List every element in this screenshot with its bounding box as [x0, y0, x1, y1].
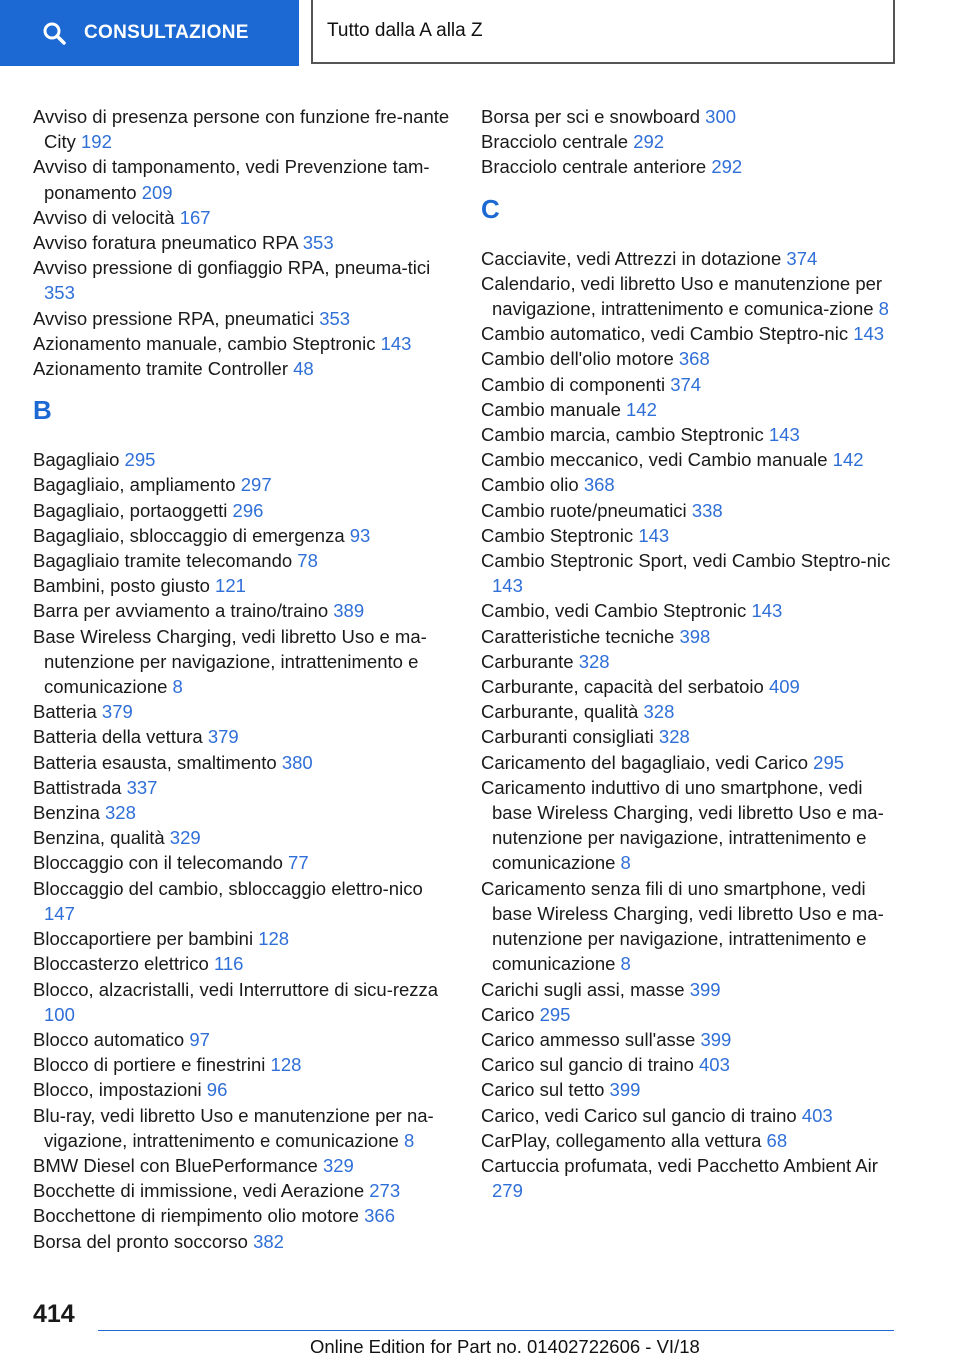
page-link[interactable]: 8	[620, 852, 631, 874]
page-link[interactable]: 398	[679, 625, 711, 647]
index-entry	[33, 1077, 453, 1102]
page-link[interactable]: 143	[751, 600, 783, 622]
page-link[interactable]: 8	[878, 298, 889, 320]
index-entry-text: Carburante, qualità	[481, 701, 639, 723]
index-entry-text: Cambio olio	[481, 474, 579, 496]
index-entry	[33, 598, 453, 623]
index-entry-text: Azionamento tramite Controller	[33, 358, 288, 380]
index-entry-text: Batteria della vettura	[33, 726, 203, 748]
index-entry-text: Bagagliaio, ampliamento	[33, 474, 236, 496]
header-tab-label: CONSULTAZIONE	[84, 22, 249, 43]
index-entry	[33, 800, 453, 825]
page-link[interactable]: 143	[638, 524, 670, 546]
index-entry	[481, 271, 901, 321]
page-link[interactable]: 292	[633, 131, 665, 153]
index-entry	[481, 154, 901, 179]
index-entry-text: Cambio di componenti	[481, 373, 666, 395]
index-entry-text: Bracciolo centrale	[481, 131, 629, 153]
index-entry-text: Caratteristiche tecniche	[481, 625, 675, 647]
index-entry-text: Blocco, impostazioni	[33, 1079, 202, 1101]
page-link[interactable]: 379	[101, 701, 133, 723]
page-link[interactable]: 368	[678, 348, 710, 370]
page-link[interactable]: 403	[801, 1104, 833, 1126]
index-entry-text: Avviso pressione di gonfiaggio RPA, pneuma-tici	[33, 257, 431, 279]
index-entry-text: Bagagliaio	[33, 449, 120, 471]
index-entry	[33, 1178, 453, 1203]
page-link[interactable]: 374	[786, 247, 818, 269]
index-entry-text: Bagagliaio, portaoggetti	[33, 499, 228, 521]
section-title	[311, 0, 895, 64]
index-entry-text: Azionamento manuale, cambio Steptronic	[33, 332, 376, 354]
index-entry-text: Blu-ray, vedi libretto Uso e manutenzione per na-vigazione, intrattenimento e comunicazione	[33, 1104, 434, 1151]
index-entry-text: Cambio marcia, cambio Steptronic	[481, 424, 764, 446]
page-link[interactable]: 143	[768, 424, 800, 446]
index-entry-text: Battistrada	[33, 776, 122, 798]
page-link[interactable]: 273	[369, 1180, 401, 1202]
index-entry	[33, 255, 453, 305]
index-entry	[481, 246, 901, 271]
index-entry	[481, 598, 901, 623]
index-entry	[33, 447, 453, 472]
index-entry	[33, 331, 453, 356]
index-entry	[33, 850, 453, 875]
index-entry	[33, 1153, 453, 1178]
page-link[interactable]: 353	[302, 232, 334, 254]
index-entry-text: Caricamento induttivo di uno smartphone, vedi base Wireless Charging, vedi libretto Uso e ma-nutenzione per navigazione, intrattenimento e comunicazione	[481, 776, 884, 874]
index-entry-text: Cacciavite, vedi Attrezzi in dotazione	[481, 247, 782, 269]
index-entry-text: Carico	[481, 1003, 535, 1025]
index-entry	[33, 951, 453, 976]
index-entry	[33, 548, 453, 573]
index-entry-text: Cambio dell'olio motore	[481, 348, 674, 370]
index-entry-text: Carico, vedi Carico sul gancio di traino	[481, 1104, 797, 1126]
page-link[interactable]: 328	[578, 650, 610, 672]
index-entry	[481, 321, 901, 346]
index-entry	[33, 825, 453, 850]
index-entry-text: Bloccasterzo elettrico	[33, 953, 209, 975]
page-link[interactable]: 379	[207, 726, 239, 748]
index-entry	[481, 1052, 901, 1077]
index-entry	[481, 624, 901, 649]
page-link[interactable]: 328	[105, 802, 136, 824]
page-link[interactable]: 167	[179, 206, 211, 228]
index-entry-text: Barra per avviamento a traino/traino	[33, 600, 329, 622]
page-link[interactable]: 8	[620, 953, 631, 975]
index-entry	[33, 205, 453, 230]
page-link[interactable]: 8	[172, 676, 183, 698]
index-entry-text: Avviso pressione RPA, pneumatici	[33, 307, 315, 329]
index-entry-text: Caricamento senza fili di uno smartphone, vedi base Wireless Charging, vedi libretto Uso e ma-nutenzione per navigazione, intrattenimento e comunicazione	[481, 877, 884, 975]
index-entry	[481, 876, 901, 977]
index-entry-text: Cambio automatico, vedi Cambio Steptro-nic	[481, 323, 849, 345]
index-entry	[481, 422, 901, 447]
page-link[interactable]: 279	[492, 1180, 523, 1202]
section-title-text: Tutto dalla A alla Z	[327, 20, 483, 41]
index-entry	[481, 724, 901, 749]
index-entry-text: Calendario, vedi libretto Uso e manutenzione per navigazione, intrattenimento e comunica-zione	[481, 272, 883, 320]
page-link[interactable]: 297	[240, 474, 272, 496]
index-entry	[481, 523, 901, 548]
page-link[interactable]: 374	[670, 373, 702, 395]
page-link[interactable]: 389	[333, 600, 365, 622]
index-entry-text: Blocco, alzacristalli, vedi Interruttore di sicu-rezza	[33, 978, 439, 1000]
index-letter-heading: B	[33, 395, 52, 426]
index-entry	[481, 104, 901, 129]
index-entry-text: Cambio manuale	[481, 398, 621, 420]
index-entry-text: Bocchettone di riempimento olio motore	[33, 1205, 359, 1227]
index-entry-text: Bloccaggio con il telecomando	[33, 852, 283, 874]
index-entry	[33, 154, 453, 204]
index-entry-text: Blocco di portiere e finestrini	[33, 1054, 266, 1076]
page-link[interactable]: 143	[853, 323, 885, 345]
index-entry-text: Bocchette di immissione, vedi Aerazione	[33, 1180, 365, 1202]
page-link[interactable]: 48	[293, 358, 314, 380]
page-link[interactable]: 128	[258, 928, 290, 950]
index-entry	[481, 548, 901, 598]
index-entry	[33, 306, 453, 331]
index-entry	[33, 472, 453, 497]
page-link[interactable]: 78	[297, 550, 318, 572]
index-entry-text: Cartuccia profumata, vedi Pacchetto Ambient Air	[481, 1154, 878, 1176]
page-link[interactable]: 77	[288, 852, 309, 874]
index-entry	[481, 977, 901, 1002]
index-entry-text: Borsa per sci e snowboard	[481, 106, 701, 127]
index-entry	[481, 1153, 901, 1203]
index-entry-text: Cambio, vedi Cambio Steptronic	[481, 600, 747, 622]
index-column-left	[33, 104, 453, 1254]
index-column-right	[481, 104, 901, 1203]
index-entry-text: Batteria esausta, smaltimento	[33, 751, 277, 773]
index-entry-text: Carburanti consigliati	[481, 726, 654, 748]
index-entry-text: Caricamento del bagagliaio, vedi Carico	[481, 751, 809, 773]
index-entry-text: Avviso foratura pneumatico RPA	[33, 232, 298, 254]
index-entry	[33, 523, 453, 548]
index-entry-text: Benzina	[33, 802, 100, 824]
index-entry	[481, 775, 901, 876]
index-entry-text: Bagagliaio, sbloccaggio di emergenza	[33, 524, 345, 546]
page-link[interactable]: 143	[492, 575, 523, 597]
index-entry	[33, 230, 453, 255]
index-entry-text: Blocco automatico	[33, 1028, 185, 1050]
index-entry	[33, 104, 453, 154]
page-link[interactable]: 128	[270, 1054, 302, 1076]
index-entry-text: Avviso di tamponamento, vedi Prevenzione tam-ponamento	[33, 156, 430, 203]
page-link[interactable]: 337	[126, 776, 158, 798]
page-link[interactable]: 300	[705, 106, 737, 127]
page-link[interactable]: 338	[691, 499, 723, 521]
page-link[interactable]: 295	[813, 751, 845, 773]
page-link[interactable]: 328	[658, 726, 690, 748]
index-entry	[33, 624, 453, 700]
index-entry-text: Carichi sugli assi, masse	[481, 978, 685, 1000]
index-entry-text: Avviso di velocità	[33, 206, 175, 228]
page-link[interactable]: 296	[232, 499, 264, 521]
search-icon	[42, 21, 66, 45]
index-entry	[481, 498, 901, 523]
footer-divider	[98, 1330, 894, 1331]
index-entry	[481, 346, 901, 371]
page-link[interactable]: 353	[319, 307, 351, 329]
index-entry-text: Bracciolo centrale anteriore	[481, 156, 707, 178]
page-link[interactable]: 403	[699, 1054, 730, 1076]
page-link[interactable]: 96	[206, 1079, 228, 1101]
index-entry-text: Bloccaportiere per bambini	[33, 928, 254, 950]
index-entry	[33, 1052, 453, 1077]
index-entry	[33, 498, 453, 523]
index-entry	[481, 1027, 901, 1052]
index-entry	[481, 1128, 901, 1153]
index-entry	[33, 573, 453, 598]
index-entry	[481, 397, 901, 422]
index-entry-text: Borsa del pronto soccorso	[33, 1230, 248, 1252]
index-entry-text: Bloccaggio del cambio, sbloccaggio elettro-nico	[33, 877, 423, 899]
page-link[interactable]: 329	[322, 1154, 354, 1176]
index-entry	[481, 447, 901, 472]
page-link[interactable]: 147	[44, 902, 75, 924]
index-entry	[481, 674, 901, 699]
index-entry-text: Carico ammesso sull'asse	[481, 1028, 696, 1050]
index-letter-heading: C	[481, 193, 500, 224]
page-link[interactable]: 209	[141, 181, 173, 203]
index-entry-text: Carburante	[481, 650, 574, 672]
page-link[interactable]: 353	[44, 282, 75, 304]
index-entry-text: Bambini, posto giusto	[33, 575, 210, 597]
page-link[interactable]: 409	[768, 676, 800, 698]
index-entry	[481, 372, 901, 397]
index-entry-text: Cambio meccanico, vedi Cambio manuale	[481, 449, 828, 471]
index-entry	[481, 472, 901, 497]
page-number: 414	[33, 1300, 75, 1328]
index-entry	[33, 699, 453, 724]
index-entry	[481, 129, 901, 154]
index-entry-text: Cambio ruote/pneumatici	[481, 499, 687, 521]
page-link[interactable]: 295	[539, 1003, 571, 1025]
page-link[interactable]: 328	[643, 701, 675, 723]
page-link[interactable]: 382	[253, 1230, 284, 1252]
index-entry	[33, 1203, 453, 1228]
page-link[interactable]: 68	[766, 1129, 788, 1151]
page-link[interactable]: 143	[380, 332, 412, 354]
index-entry	[481, 1002, 901, 1027]
index-entry	[33, 356, 453, 381]
index-entry	[33, 1229, 453, 1254]
page-link[interactable]: 192	[81, 131, 112, 153]
page-link[interactable]: 399	[689, 978, 721, 1000]
index-entry-text: CarPlay, collegamento alla vettura	[481, 1129, 762, 1151]
index-entry	[33, 1027, 453, 1052]
page-link[interactable]: 368	[583, 474, 615, 496]
index-entry	[481, 649, 901, 674]
index-entry	[33, 750, 453, 775]
page-link[interactable]: 329	[169, 827, 201, 849]
index-entry	[33, 724, 453, 749]
index-entry-text: Carico sul gancio di traino	[481, 1054, 694, 1076]
index-entry	[481, 750, 901, 775]
index-entry	[481, 1077, 901, 1102]
index-entry-text: Batteria	[33, 701, 97, 723]
index-entry	[33, 775, 453, 800]
page-link[interactable]: 116	[213, 953, 244, 975]
index-entry-text: Avviso di presenza persone con funzione fre-nante City	[33, 106, 450, 153]
index-entry-text: Carico sul tetto	[481, 1079, 605, 1101]
index-entry-text: BMW Diesel con BluePerformance	[33, 1154, 318, 1176]
index-entry-text: Cambio Steptronic Sport, vedi Cambio Steptro-nic	[481, 550, 891, 572]
page-link[interactable]: 121	[215, 575, 246, 597]
index-entry	[33, 977, 453, 1027]
page-link[interactable]: 292	[711, 156, 743, 178]
page-link[interactable]: 142	[832, 449, 864, 471]
header-tab-consultazione[interactable]	[0, 0, 299, 66]
index-entry	[33, 1103, 453, 1153]
page-link[interactable]: 399	[700, 1028, 732, 1050]
index-entry-text: Bagagliaio tramite telecomando	[33, 550, 293, 572]
index-entry-text: Benzina, qualità	[33, 827, 165, 849]
page-link[interactable]: 142	[626, 398, 657, 420]
page-link[interactable]: 93	[349, 524, 371, 546]
page-link[interactable]: 399	[609, 1079, 641, 1101]
page-link[interactable]: 366	[364, 1205, 395, 1227]
page-link[interactable]: 380	[281, 751, 313, 773]
footer-edition: Online Edition for Part no. 01402722606 - VI/18	[310, 1336, 700, 1357]
index-entry	[481, 1103, 901, 1128]
page-link[interactable]: 295	[124, 449, 156, 471]
index-entry-text: Base Wireless Charging, vedi libretto Uso e ma-nutenzione per navigazione, intrattenimento e comunicazione	[33, 625, 427, 698]
page-link[interactable]: 8	[403, 1129, 415, 1151]
index-entry	[33, 926, 453, 951]
page-link[interactable]: 97	[189, 1028, 210, 1050]
index-entry	[481, 699, 901, 724]
index-entry	[33, 876, 453, 926]
index-entry-text: Carburante, capacità del serbatoio	[481, 676, 764, 698]
page-link[interactable]: 100	[44, 1003, 75, 1025]
index-entry-text: Cambio Steptronic	[481, 524, 634, 546]
